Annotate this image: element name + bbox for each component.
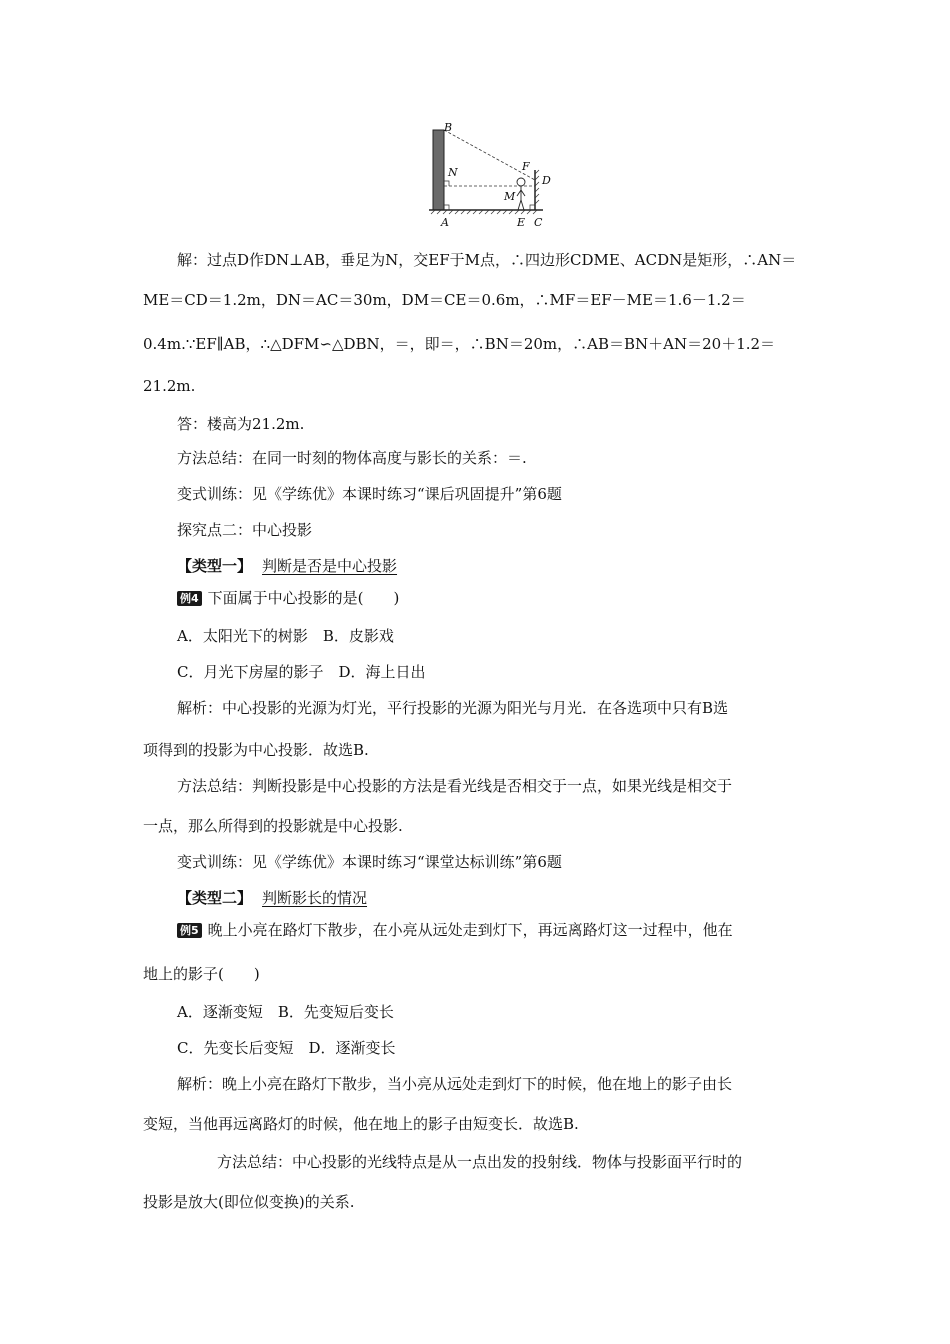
variant-training-1: 变式训练：见《学练优》本课时练习“课后巩固提升”第6题 bbox=[177, 485, 562, 503]
label-m: M bbox=[504, 190, 516, 203]
label-n: N bbox=[448, 166, 458, 179]
geometry-figure bbox=[425, 118, 565, 230]
type-title: 判断是否是中心投影 bbox=[262, 557, 398, 575]
label-b: B bbox=[444, 121, 453, 134]
example-4-analysis-2: 项得到的投影为中心投影．故选B. bbox=[143, 741, 369, 759]
example-4-question bbox=[177, 588, 399, 608]
example-5-method-1: 方法总结：中心投影的光线特点是从一点出发的投射线．物体与投影面平行时的 bbox=[217, 1153, 743, 1171]
building-wall bbox=[433, 130, 444, 210]
solution-line-3: 0.4m.∵EF∥AB，∴△DFM∽△DBN，＝，即＝，∴BN＝20m，∴AB＝BN＋AN＝20＋1.2＝ bbox=[143, 335, 776, 353]
label-a: A bbox=[441, 216, 449, 229]
example-4-analysis-1: 解析：中心投影的光源为灯光，平行投影的光源为阳光与月光．在各选项中只有B选 bbox=[177, 699, 729, 717]
type-bracket: 【类型二】 bbox=[177, 889, 253, 907]
example-4-options-ab: A．太阳光下的树影 B．皮影戏 bbox=[177, 627, 394, 645]
example-5-options-ab: A．逐渐变短 B．先变短后变长 bbox=[177, 1003, 394, 1021]
question-text: 下面属于中心投影的是( ) bbox=[207, 589, 400, 607]
solution-line-1: 解：过点D作DN⊥AB，垂足为N，交EF于M点，∴四边形CDME、ACDN是矩形，∴AN＝ bbox=[177, 251, 797, 269]
example-4-method-2: 一点，那么所得到的投影就是中心投影. bbox=[143, 817, 403, 835]
solution-line-4: 21.2m. bbox=[143, 377, 196, 395]
type-heading-2 bbox=[177, 888, 367, 908]
label-f: F bbox=[522, 160, 530, 173]
section-heading: 探究点二：中心投影 bbox=[177, 521, 313, 539]
method-summary-1: 方法总结：在同一时刻的物体高度与影长的关系：＝. bbox=[177, 449, 527, 467]
example-5-analysis-1: 解析：晚上小亮在路灯下散步，当小亮从远处走到灯下的时候，他在地上的影子由长 bbox=[177, 1075, 733, 1093]
label-d: D bbox=[542, 174, 551, 187]
example-5-options-cd: C．先变长后变短 D．逐渐变长 bbox=[177, 1039, 396, 1057]
label-e: E bbox=[517, 216, 526, 229]
example-4-variant: 变式训练：见《学练优》本课时练习“课堂达标训练”第6题 bbox=[177, 853, 562, 871]
answer: 答：楼高为21.2m. bbox=[177, 415, 305, 433]
type-bracket: 【类型一】 bbox=[177, 557, 253, 575]
example-5-question-2: 地上的影子( ) bbox=[143, 965, 260, 983]
solution-line-2: ME＝CD＝1.2m，DN＝AC＝30m，DM＝CE＝0.6m，∴MF＝EF－ME＝1.6－1.2＝ bbox=[143, 291, 746, 309]
question-text: 晚上小亮在路灯下散步，在小亮从远处走到灯下，再远离路灯这一过程中，他在 bbox=[207, 921, 733, 939]
example-5-question-1 bbox=[177, 920, 733, 940]
type-heading-1 bbox=[177, 556, 397, 576]
person-head bbox=[517, 178, 525, 186]
example-4-options-cd: C．月光下房屋的影子 D．海上日出 bbox=[177, 663, 426, 681]
type-title: 判断影长的情况 bbox=[262, 889, 368, 907]
example-4-method-1: 方法总结：判断投影是中心投影的方法是看光线是否相交于一点，如果光线是相交于 bbox=[177, 777, 733, 795]
label-c: C bbox=[534, 216, 543, 229]
example-badge: 例5 bbox=[177, 923, 202, 938]
example-5-method-2: 投影是放大(即位似变换)的关系. bbox=[143, 1193, 355, 1211]
example-5-analysis-2: 变短，当他再远离路灯的时候，他在地上的影子由短变长．故选B. bbox=[143, 1115, 579, 1133]
example-badge: 例4 bbox=[177, 591, 202, 606]
